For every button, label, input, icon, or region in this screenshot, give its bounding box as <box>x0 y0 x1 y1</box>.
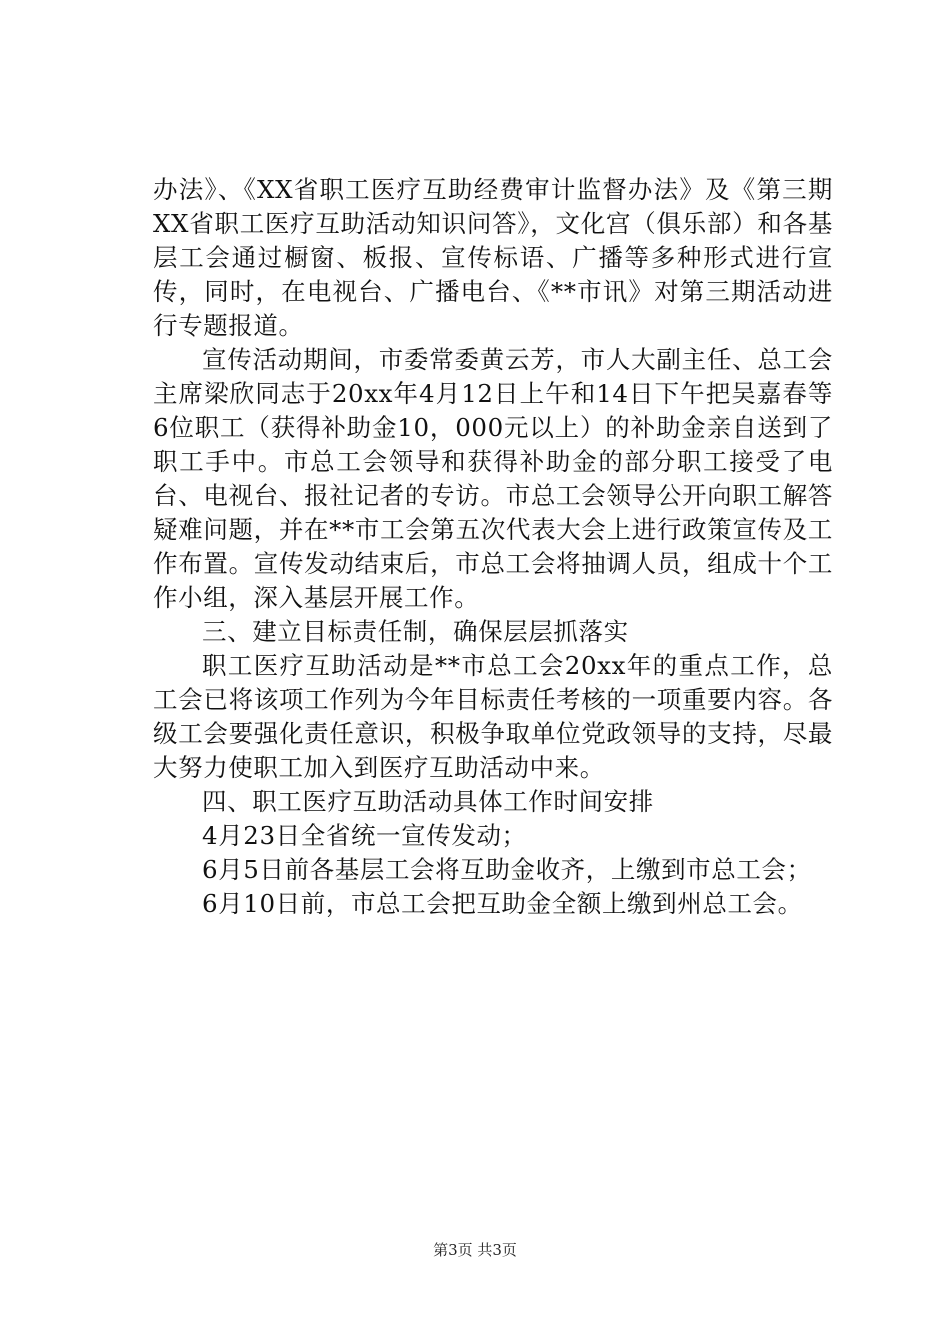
schedule-item: 6月5日前各基层工会将互助金收齐，上缴到市总工会； <box>202 855 812 884</box>
paragraph-responsibility: 职工医疗互助活动是**市总工会20xx年的重点工作，总工会已将该项工作列为今年目标责任考核的一项重要内容。各级工会要强化责任意识，积极争取单位党政领导的支持，尽最大努力使职工加入到医疗互助活动中来。 <box>153 651 833 782</box>
section-heading-4: 四、职工医疗互助活动具体工作时间安排 <box>202 787 654 816</box>
schedule-item: 4月23日全省统一宣传发动； <box>202 821 527 850</box>
page-number-footer: 第3页 共3页 <box>433 1241 517 1259</box>
schedule-item: 6月10日前，市总工会把互助金全额上缴到州总工会。 <box>202 889 803 918</box>
section-heading-3: 三、建立目标责任制，确保层层抓落实 <box>202 617 629 646</box>
document-body <box>153 173 833 921</box>
paragraph-publicity: 宣传活动期间，市委常委黄云芳，市人大副主任、总工会主席梁欣同志于20xx年4月12日上午和14日下午把吴嘉春等6位职工（获得补助金10，000元以上）的补助金亲自送到了职工手中。市总工会领导和获得补助金的部分职工接受了电台、电视台、报社记者的专访。市总工会领导公开向职工解答疑难问题，并在**市工会第五次代表大会上进行政策宣传及工作布置。宣传发动结束后，市总工会将抽调人员，组成十个工作小组，深入基层开展工作。 <box>153 345 833 612</box>
paragraph-continuation: 办法》、《XX省职工医疗互助经费审计监督办法》及《第三期XX省职工医疗互助活动知识问答》，文化宫（俱乐部）和各基层工会通过橱窗、板报、宣传标语、广播等多种形式进行宣传，同时，在电视台、广播电台、《**市讯》对第三期活动进行专题报道。 <box>153 175 833 340</box>
